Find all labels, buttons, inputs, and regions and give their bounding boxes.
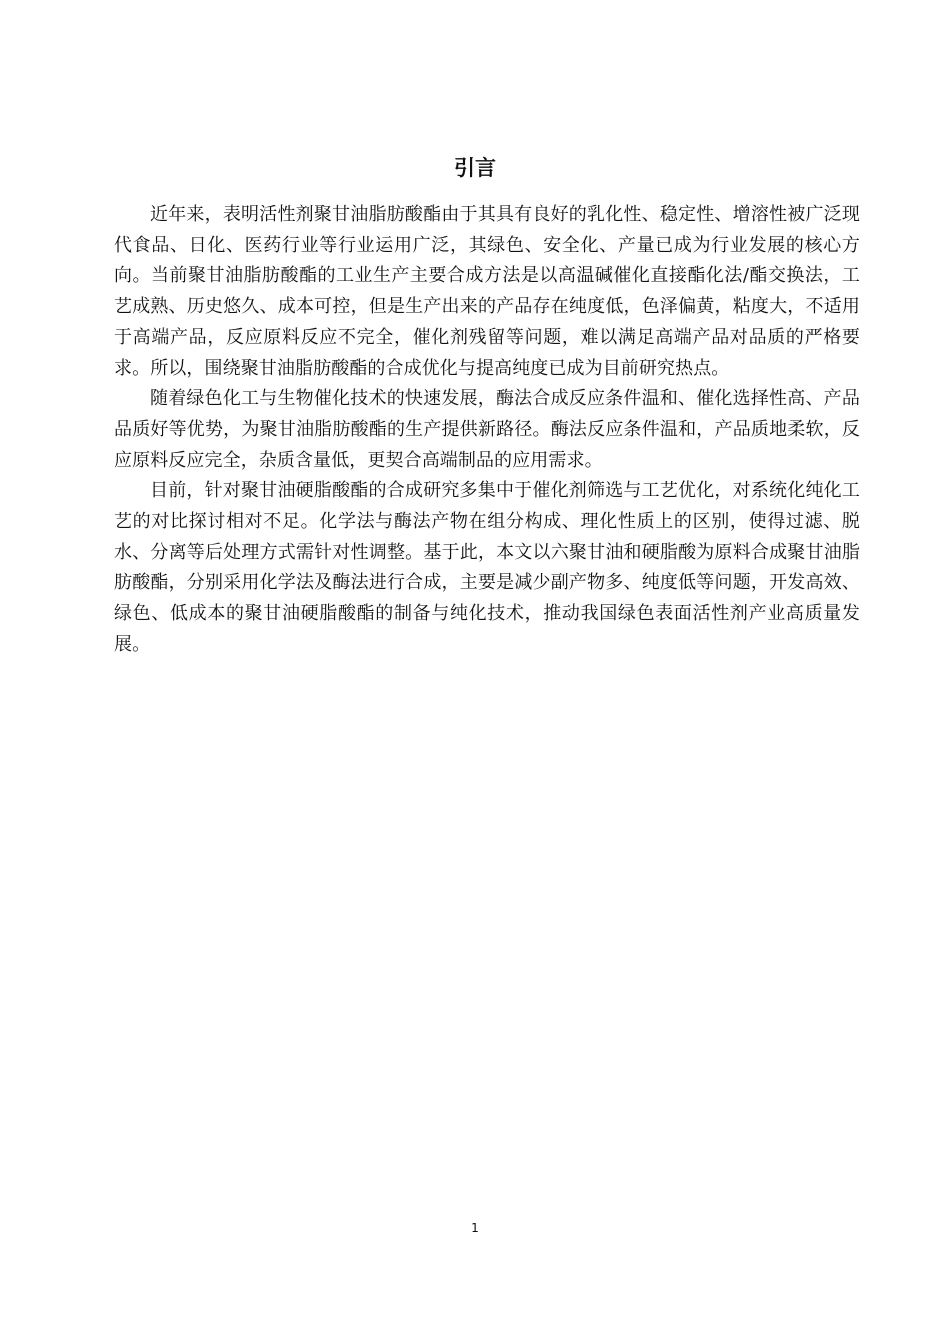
paragraph-1: 近年来，表明活性剂聚甘油脂肪酸酯由于其具有良好的乳化性、稳定性、增溶性被广泛现代食品、日化、医药行业等行业运用广泛，其绿色、安全化、产量已成为行业发展的核心方向。当前聚甘油脂肪酸酯的工业生产主要合成方法是以高温碱催化直接酯化法/酯交换法，工艺成熟、历史悠久、成本可控，但是生产出来的产品存在纯度低，色泽偏黄，粘度大，不适用于高端产品，反应原料反应不完全，催化剂残留等问题，难以满足高端产品对品质的严格要求。所以，围绕聚甘油脂肪酸酯的合成优化与提高纯度已成为目前研究热点。 xyxy=(114,204,860,379)
body-text xyxy=(114,200,860,661)
paragraph-2: 随着绿色化工与生物催化技术的快速发展，酶法合成反应条件温和、催化选择性高、产品品质好等优势，为聚甘油脂肪酸酯的生产提供新路径。酶法反应条件温和，产品质地柔软，反应原料反应完全，杂质含量低，更契合高端制品的应用需求。 xyxy=(114,388,860,471)
paragraph-3: 目前，针对聚甘油硬脂酸酯的合成研究多集中于催化剂筛选与工艺优化，对系统化纯化工艺的对比探讨相对不足。化学法与酶法产物在组分构成、理化性质上的区别，使得过滤、脱水、分离等后处理方式需针对性调整。基于此，本文以六聚甘油和硬脂酸为原料合成聚甘油脂肪酸酯，分别采用化学法及酶法进行合成，主要是减少副产物多、纯度低等问题，开发高效、绿色、低成本的聚甘油硬脂酸酯的制备与纯化技术，推动我国绿色表面活性剂产业高质量发展。 xyxy=(114,480,860,655)
page-title: 引言 xyxy=(454,156,496,180)
page-number: 1 xyxy=(471,1221,479,1235)
